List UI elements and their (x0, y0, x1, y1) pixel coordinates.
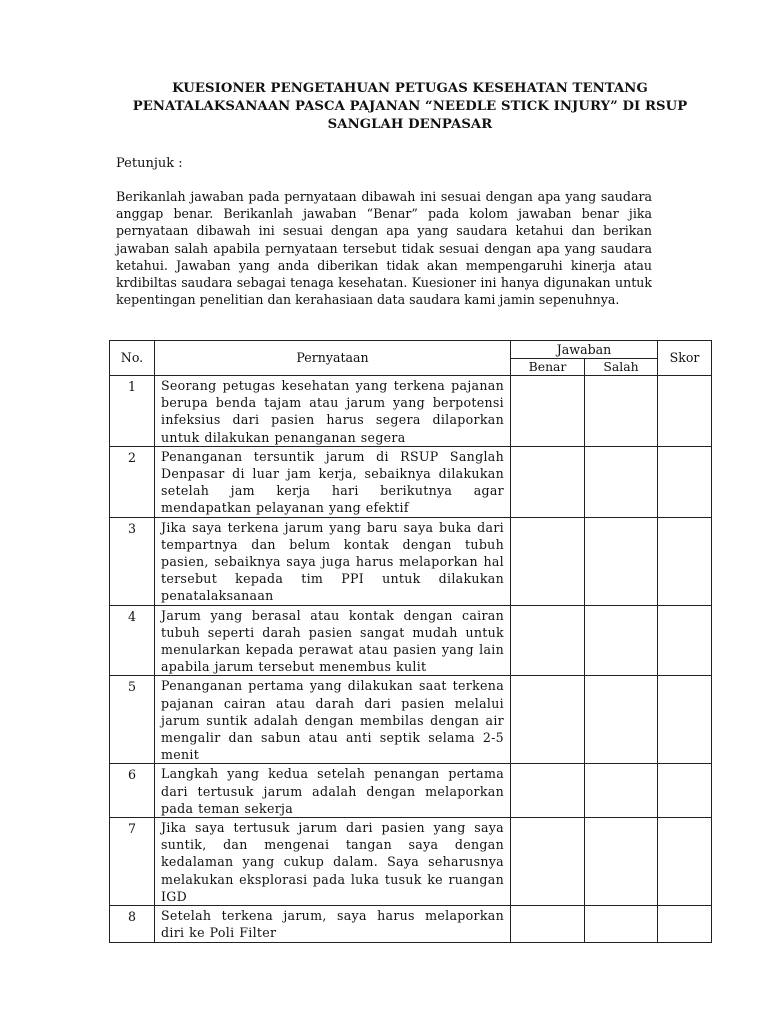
table-row (110, 517, 712, 605)
row-statement: Langkah yang kedua setelah penangan pertama dari tertusuk jarum adalah dengan melaporkan pada teman sekerja (155, 764, 511, 818)
header-false: Salah (585, 359, 658, 376)
answer-true-cell[interactable] (511, 676, 585, 764)
score-cell[interactable] (658, 517, 712, 605)
answer-true-cell[interactable] (511, 818, 585, 906)
answer-false-cell[interactable] (585, 605, 658, 676)
instructions-label: Petunjuk : (116, 156, 183, 171)
table-row (110, 764, 712, 818)
questionnaire-table (109, 340, 712, 943)
table-row (110, 676, 712, 764)
table-row (110, 446, 712, 517)
answer-true-cell[interactable] (511, 446, 585, 517)
header-statement: Pernyataan (155, 341, 511, 376)
row-number: 3 (110, 517, 155, 605)
answer-true-cell[interactable] (511, 376, 585, 447)
row-number: 8 (110, 906, 155, 942)
header-score: Skor (658, 341, 712, 376)
row-statement: Penanganan tersuntik jarum di RSUP Sanglah Denpasar di luar jam kerja, sebaiknya dilakukan setelah jam kerja hari berikutnya agar mendapatkan pelayanan yang efektif (155, 446, 511, 517)
header-true: Benar (511, 359, 585, 376)
row-number: 5 (110, 676, 155, 764)
score-cell[interactable] (658, 906, 712, 942)
row-number: 2 (110, 446, 155, 517)
row-number: 6 (110, 764, 155, 818)
answer-false-cell[interactable] (585, 764, 658, 818)
table-row (110, 605, 712, 676)
answer-true-cell[interactable] (511, 906, 585, 942)
row-statement: Setelah terkena jarum, saya harus melaporkan diri ke Poli Filter (155, 906, 511, 942)
answer-false-cell[interactable] (585, 446, 658, 517)
row-number: 7 (110, 818, 155, 906)
score-cell[interactable] (658, 605, 712, 676)
row-number: 1 (110, 376, 155, 447)
table-row (110, 906, 712, 942)
score-cell[interactable] (658, 446, 712, 517)
row-statement: Jarum yang berasal atau kontak dengan cairan tubuh seperti darah pasien sangat mudah untuk menularkan kepada perawat atau pasien yang lain apabila jarum tersebut menembus kulit (155, 605, 511, 676)
answer-true-cell[interactable] (511, 764, 585, 818)
answer-true-cell[interactable] (511, 517, 585, 605)
answer-false-cell[interactable] (585, 906, 658, 942)
row-statement: Seorang petugas kesehatan yang terkena pajanan berupa benda tajam atau jarum yang berpotensi infeksius dari pasien harus segera dilaporkan untuk dilakukan penanganan segera (155, 376, 511, 447)
row-statement: Jika saya terkena jarum yang baru saya buka dari tempartnya dan belum kontak dengan tubuh pasien, sebaiknya saya juga harus melaporkan hal tersebut kepada tim PPI untuk dilakukan penatalaksanaan (155, 517, 511, 605)
answer-false-cell[interactable] (585, 676, 658, 764)
score-cell[interactable] (658, 676, 712, 764)
header-no: No. (110, 341, 155, 376)
score-cell[interactable] (658, 764, 712, 818)
answer-false-cell[interactable] (585, 517, 658, 605)
header-answer: Jawaban (511, 341, 658, 359)
table-row (110, 818, 712, 906)
row-statement: Penanganan pertama yang dilakukan saat terkena pajanan cairan atau darah dari pasien melalui jarum suntik adalah dengan membilas dengan air mengalir dan sabun atau anti septik selama 2-5 menit (155, 676, 511, 764)
title-line-1: KUESIONER PENGETAHUAN PETUGAS KESEHATAN TENTANG (172, 81, 648, 96)
score-cell[interactable] (658, 818, 712, 906)
instructions-text: Berikanlah jawaban pada pernyataan dibawah ini sesuai dengan apa yang saudara anggap benar. Berikanlah jawaban “Benar” pada kolom jawaban benar jika pernyataan dibawah ini sesuai dengan apa yang saudara ketahui dan berikan jawaban salah apabila pernyataan tersebut tidak sesuai dengan apa yang saudara ketahui. Jawaban yang anda diberikan tidak akan mempengaruhi kinerja atau krdibiltas saudara sebagai tenaga kesehatan. Kuesioner ini hanya digunakan untuk kepentingan penelitian dan kerahasiaan data saudara kami jamin sepenuhnya. (116, 189, 652, 308)
answer-false-cell[interactable] (585, 376, 658, 447)
document-title (110, 80, 710, 134)
table-row (110, 376, 712, 447)
answer-true-cell[interactable] (511, 605, 585, 676)
title-line-2: PENATALAKSANAAN PASCA PAJANAN “NEEDLE STICK INJURY” DI RSUP (132, 99, 688, 114)
title-line-3: SANGLAH DENPASAR (327, 117, 493, 132)
row-statement: Jika saya tertusuk jarum dari pasien yang saya suntik, dan mengenai tangan saya dengan kedalaman yang cukup dalam. Saya seharusnya melakukan eksplorasi pada luka tusuk ke ruangan IGD (155, 818, 511, 906)
row-number: 4 (110, 605, 155, 676)
answer-false-cell[interactable] (585, 818, 658, 906)
score-cell[interactable] (658, 376, 712, 447)
